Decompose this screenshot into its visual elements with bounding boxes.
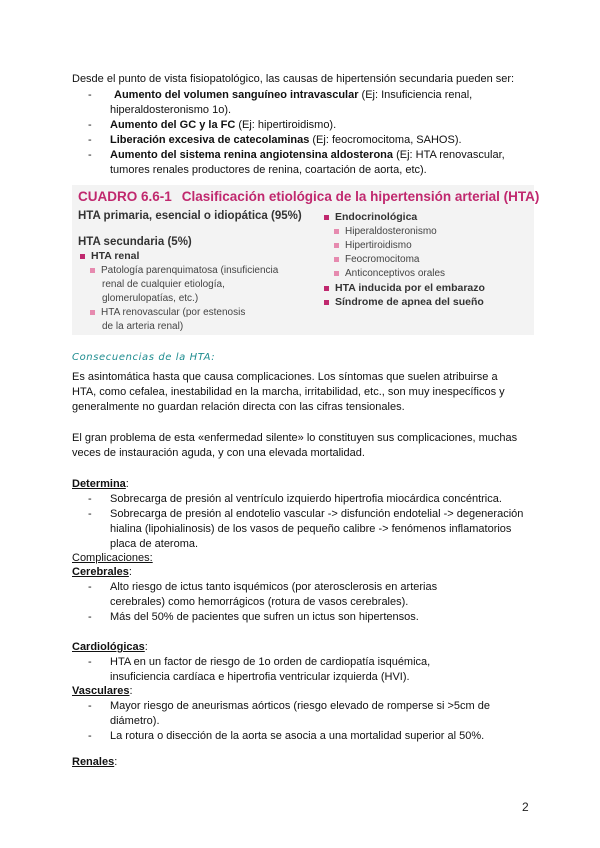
list-item: - La rotura o disección de la aorta se asocia a una mortalidad superior al 50%. (88, 729, 565, 744)
list-item: - Alto riesgo de ictus tanto isquémicos (por aterosclerosis en arterias cerebrales) como hemorrágicos (rotura de vasos cerebrales). (88, 580, 565, 610)
pregnancy-item: HTA inducida por el embarazo (324, 282, 485, 295)
bullet-icon (80, 254, 85, 259)
list-item: - Sobrecarga de presión al ventrículo izquierdo hipertrofia miocárdica concéntrica. (88, 492, 565, 507)
classification-table-figure (72, 185, 540, 335)
bullet-icon (334, 243, 339, 248)
list-item: - Sobrecarga de presión al endotelio vascular -> disfunción endotelial -> degeneración hialina (lipohialinosis) de los vasos de pequeño calibre -> fenómenos inflamatorios placa de ateroma. (88, 507, 565, 552)
renal-heading: Renales: (72, 756, 118, 768)
cardio-heading: Cardiológicas: (72, 641, 148, 653)
endocrine-item: Endocrinológica (324, 211, 417, 224)
list-item: - Más del 50% de pacientes que sufren un ictus son hipertensos. (88, 610, 565, 625)
cause-item: - Aumento del GC y la FC (Ej: hipertiroidismo). (88, 118, 565, 133)
list-item: - Mayor riesgo de aneurismas aórticos (riesgo elevado de romperse si >5cm de diámetro). (88, 699, 565, 729)
renovascular-item: HTA renovascular (por estenosis (90, 306, 245, 319)
bullet-icon (324, 300, 329, 305)
complications-heading: Complicaciones: (72, 552, 153, 564)
primary-hta: HTA primaria, esencial o idiopática (95%) (78, 210, 302, 222)
secondary-hta: HTA secundaria (5%) (78, 236, 192, 248)
endocrine-subitem: Hiperaldosteronismo (334, 225, 437, 238)
parenchymal-item: Patología parenquimatosa (insuficiencia (90, 264, 278, 277)
determina-heading: Determina: (72, 478, 129, 490)
bullet-icon (324, 215, 329, 220)
endocrine-subitem: Feocromocitoma (334, 253, 419, 266)
endocrine-subitem: Hipertiroidismo (334, 239, 412, 252)
renovascular-item-cont: de la arteria renal) (102, 321, 184, 332)
cause-item: - Aumento del volumen sanguíneo intravascular (Ej: Insuficiencia renal, hiperaldosteronismo 1o). (88, 88, 565, 118)
paragraph: El gran problema de esta «enfermedad silente» lo constituyen sus complicaciones, muchas veces de instauración aguda, y con una elevada mortalidad. (72, 432, 518, 459)
page-number: 2 (522, 800, 529, 814)
cause-item: - Liberación excesiva de catecolaminas (Ej: feocromocitoma, SAHOS). (88, 133, 565, 148)
renal-hta: HTA renal (80, 250, 139, 263)
parenchymal-item-cont: glomerulopatías, etc.) (102, 293, 199, 304)
bullet-icon (334, 271, 339, 276)
table-title: CUADRO 6.6-1 Clasificación etiológica de la hipertensión arterial (HTA) (78, 189, 540, 204)
cause-item: - Aumento del sistema renina angiotensina aldosterona (Ej: HTA renovascular, tumores renales productores de renina, coartación de aorta, etc). (88, 148, 565, 178)
cerebral-heading: Cerebrales: (72, 566, 132, 578)
intro-text: Desde el punto de vista fisiopatológico, las causas de hipertensión secundaria pueden ser: (72, 73, 515, 85)
bullet-icon (324, 286, 329, 291)
endocrine-subitem: Anticonceptivos orales (334, 267, 445, 280)
bullet-icon (90, 268, 95, 273)
bullet-icon (334, 229, 339, 234)
list-item: - HTA en un factor de riesgo de 1o orden de cardiopatía isquémica, insuficiencia cardíaca e hipertrofia ventricular izquierda (HVI). (88, 655, 565, 685)
parenchymal-item-cont: renal de cualquier etiología, (102, 279, 225, 290)
bullet-icon (334, 257, 339, 262)
apnea-item: Síndrome de apnea del sueño (324, 296, 484, 309)
section-heading: Consecuencias de la HTA: (72, 352, 216, 363)
bullet-icon (90, 310, 95, 315)
vascular-heading: Vasculares: (72, 685, 133, 697)
paragraph: Es asintomática hasta que causa complicaciones. Los síntomas que suelen atribuirse a HTA, como cefalea, inestabilidad en la marcha, irritabilidad, etc., son muy inespecíficos y generalmente no guardan relación directa con las cifras tensionales. (72, 371, 505, 413)
